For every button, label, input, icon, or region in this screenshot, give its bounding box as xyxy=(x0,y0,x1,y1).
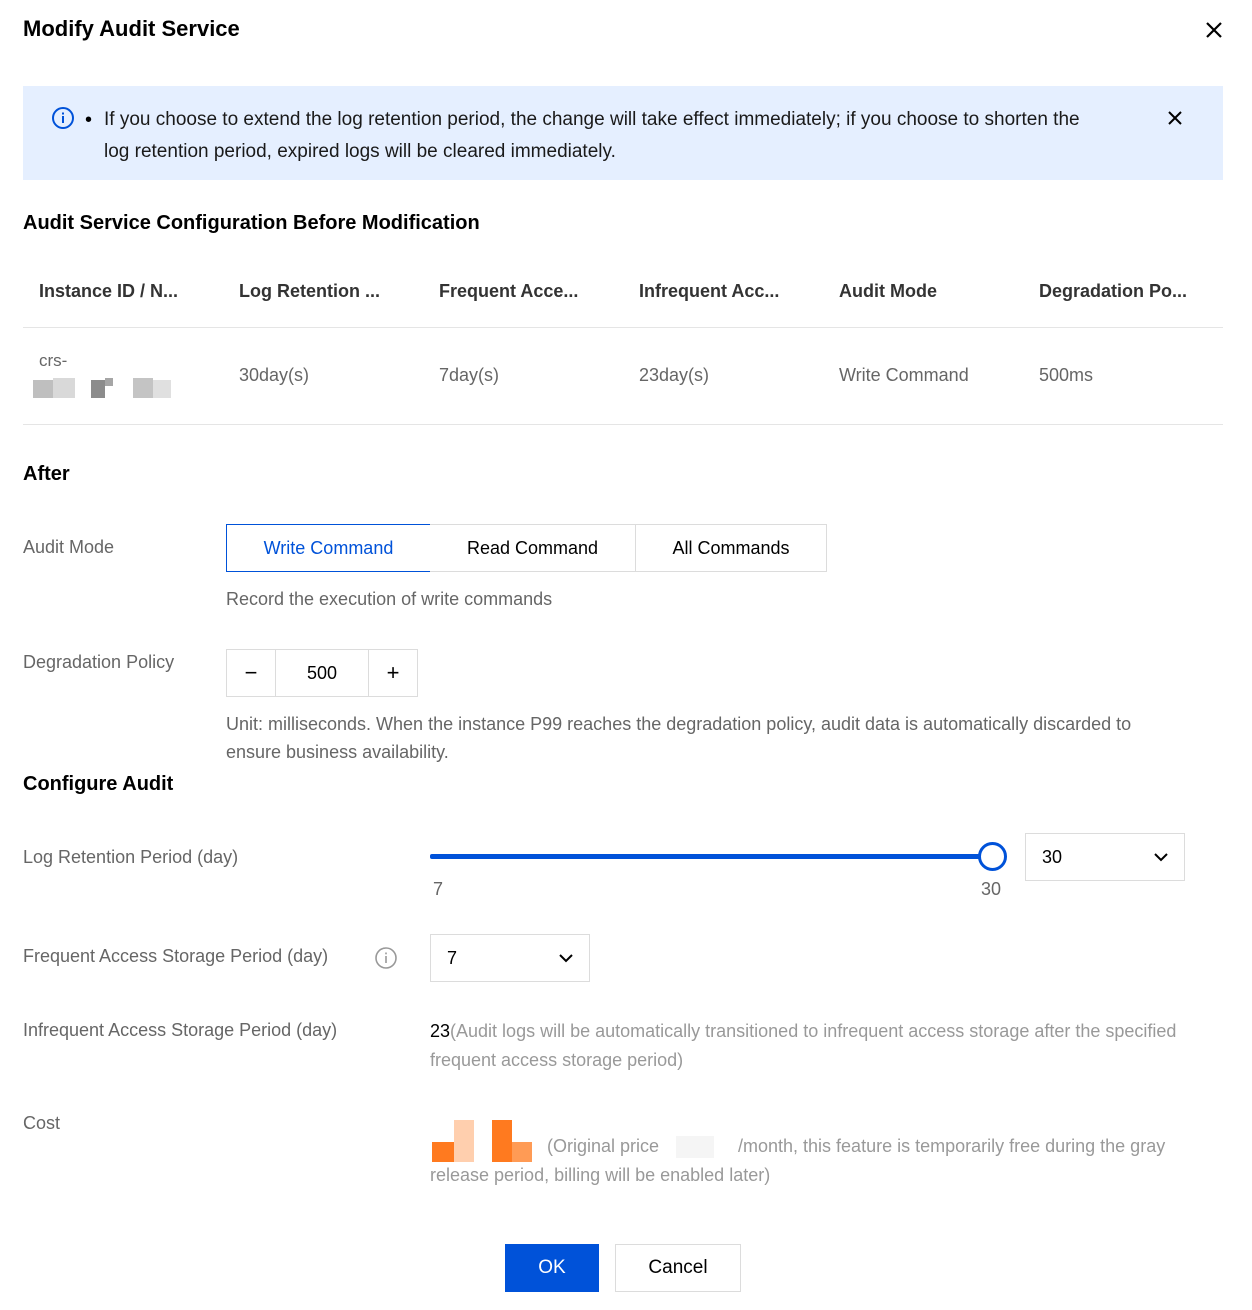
alert-close-button[interactable] xyxy=(1161,104,1189,132)
close-icon xyxy=(1205,21,1223,39)
close-icon xyxy=(1167,110,1183,126)
frequent-label: Frequent Access Storage Period (day) xyxy=(23,946,329,966)
alert-text: If you choose to extend the log retention period, the change will take effect immediately; if you choose to shorten the log retention period, expired logs will be cleared immediately. xyxy=(104,109,1080,162)
table-divider xyxy=(23,327,1223,328)
after-section-title: After xyxy=(23,463,70,485)
degradation-help: Unit: milliseconds. When the instance P99 reaches the degradation policy, audit data is automatically discarded to ensure business availability. xyxy=(226,714,1132,762)
column-header-audit-mode: Audit Mode xyxy=(839,281,937,301)
chevron-down-icon xyxy=(1154,852,1168,862)
instance-id-masked xyxy=(33,378,175,400)
increment-button[interactable]: + xyxy=(386,660,400,685)
mode-all-commands[interactable]: All Commands xyxy=(635,524,827,572)
cell-degradation: 500ms xyxy=(1039,365,1094,385)
retention-min-tick: 7 xyxy=(433,879,444,899)
cost-note-suffix: /month, this feature is temporarily free during the gray release period, billing will be enabled later) xyxy=(430,1136,1166,1185)
infrequent-value: 23 xyxy=(430,1021,451,1041)
degradation-stepper xyxy=(226,649,418,697)
alert-bullet: • xyxy=(85,109,93,131)
decrement-button[interactable]: − xyxy=(244,660,258,685)
table-divider xyxy=(23,424,1223,425)
mode-write-command[interactable]: Write Command xyxy=(226,524,431,572)
degradation-input[interactable]: 500 xyxy=(275,650,369,696)
retention-slider-track[interactable] xyxy=(430,854,992,859)
column-header-frequent: Frequent Acce... xyxy=(439,281,579,301)
cancel-button[interactable]: Cancel xyxy=(615,1244,741,1292)
retention-max-tick: 30 xyxy=(981,879,1002,899)
chevron-down-icon xyxy=(559,953,573,963)
column-header-instance: Instance ID / N... xyxy=(39,281,179,301)
column-header-log-retention: Log Retention ... xyxy=(239,281,380,301)
cell-log-retention: 30day(s) xyxy=(239,365,310,385)
frequent-select-value: 7 xyxy=(447,947,458,968)
retention-select-value: 30 xyxy=(1042,846,1063,867)
info-alert xyxy=(23,86,1223,180)
cell-infrequent: 23day(s) xyxy=(639,365,710,385)
info-icon xyxy=(51,106,75,130)
info-icon xyxy=(374,946,398,970)
frequent-select[interactable] xyxy=(430,934,590,982)
frequent-help-icon-wrapper[interactable] xyxy=(374,946,398,970)
before-section-title: Audit Service Configuration Before Modification xyxy=(23,212,480,234)
dialog-title: Modify Audit Service xyxy=(23,16,240,41)
instance-id: crs- xyxy=(39,351,68,370)
infrequent-note: (Audit logs will be automatically transitioned to infrequent access storage after the specified frequent access storage period) xyxy=(430,1021,1177,1070)
audit-mode-help: Record the execution of write commands xyxy=(226,589,553,609)
infrequent-label: Infrequent Access Storage Period (day) xyxy=(23,1020,338,1040)
retention-select[interactable] xyxy=(1025,833,1185,881)
degradation-label: Degradation Policy xyxy=(23,652,175,672)
infrequent-info xyxy=(430,1017,1190,1075)
close-dialog-button[interactable] xyxy=(1200,16,1228,44)
cost-note-prefix: (Original price xyxy=(547,1136,660,1156)
configure-section-title: Configure Audit xyxy=(23,773,174,795)
cell-audit-mode: Write Command xyxy=(839,365,969,385)
retention-slider-handle[interactable] xyxy=(978,842,1007,871)
mode-read-command[interactable]: Read Command xyxy=(430,524,636,572)
ok-button[interactable]: OK xyxy=(505,1244,599,1292)
column-header-degradation: Degradation Po... xyxy=(1039,281,1188,301)
retention-label: Log Retention Period (day) xyxy=(23,847,239,867)
audit-mode-label: Audit Mode xyxy=(23,537,115,557)
cell-frequent: 7day(s) xyxy=(439,365,500,385)
column-header-infrequent: Infrequent Acc... xyxy=(639,281,780,301)
cost-label: Cost xyxy=(23,1113,61,1133)
